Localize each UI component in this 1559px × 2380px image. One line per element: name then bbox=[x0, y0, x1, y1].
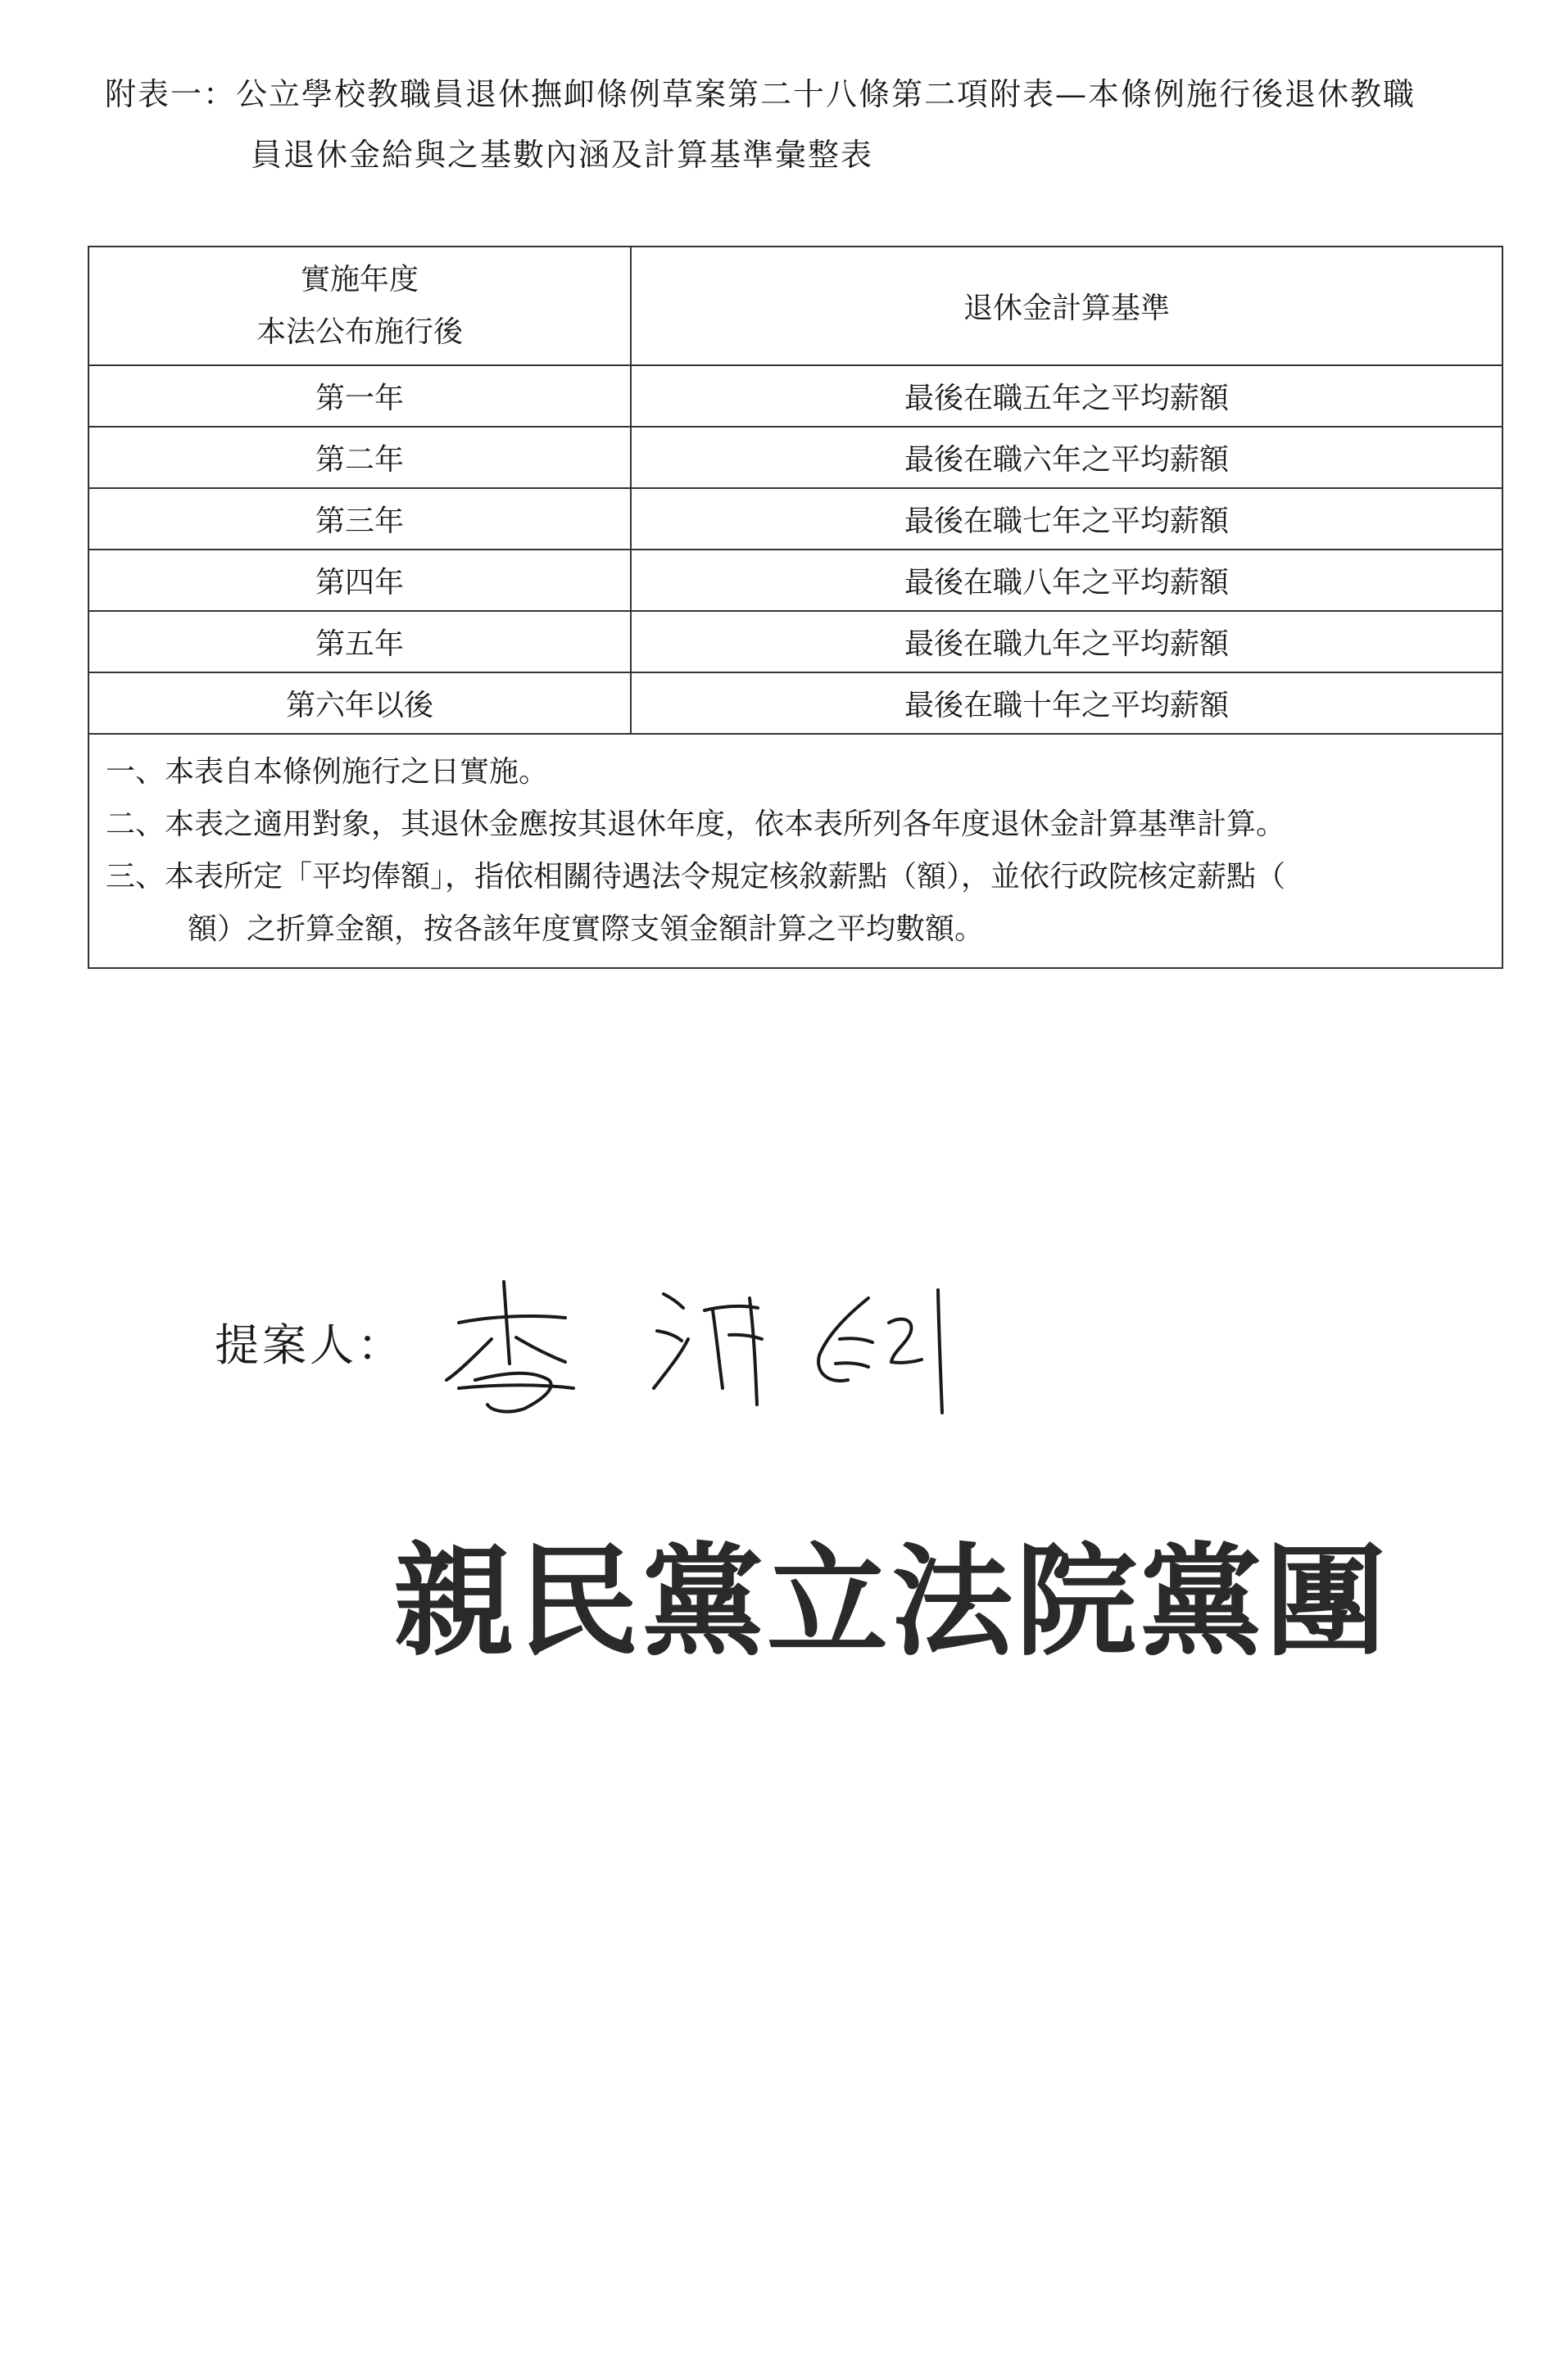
row-basis: 最後在職五年之平均薪額 bbox=[631, 365, 1502, 427]
row-year: 第四年 bbox=[88, 550, 631, 611]
header-col1-line2: 本法公布施行後 bbox=[256, 314, 463, 349]
header-calculation-basis: 退休金計算基準 bbox=[631, 247, 1502, 365]
retirement-basis-table bbox=[88, 246, 1503, 969]
table-row bbox=[88, 672, 1502, 734]
note-3: 三、本表所定「平均俸額」，指依相關待遇法令規定核敘薪點（額），並依行政院核定薪點（ bbox=[106, 860, 1286, 894]
row-basis: 最後在職十年之平均薪額 bbox=[631, 672, 1502, 734]
header-col1-line1: 實施年度 bbox=[300, 262, 419, 296]
title-line-1: 附表一：公立學校教職員退休撫卹條例草案第二十八條第二項附表—本條例施行後退休教職 bbox=[105, 76, 1416, 112]
title-line-2: 員退休金給與之基數內涵及計算基準彙整表 bbox=[251, 137, 874, 173]
party-caucus-stamp: 親民黨立法院黨團 bbox=[393, 1530, 1389, 1672]
table-notes bbox=[88, 734, 1502, 968]
row-year: 第三年 bbox=[88, 488, 631, 550]
row-basis: 最後在職六年之平均薪額 bbox=[631, 427, 1502, 488]
table-row bbox=[88, 611, 1502, 672]
table-header-row bbox=[88, 247, 1502, 365]
row-basis: 最後在職七年之平均薪額 bbox=[631, 488, 1502, 550]
row-year: 第五年 bbox=[88, 611, 631, 672]
table-notes-row bbox=[88, 734, 1502, 968]
table-row bbox=[88, 427, 1502, 488]
row-year: 第六年以後 bbox=[88, 672, 631, 734]
note-2: 二、本表之適用對象，其退休金應按其退休年度，依本表所列各年度退休金計算基準計算。 bbox=[106, 808, 1286, 841]
row-basis: 最後在職八年之平均薪額 bbox=[631, 550, 1502, 611]
row-year: 第一年 bbox=[88, 365, 631, 427]
document-title bbox=[105, 64, 1498, 185]
note-3-continued: 額）之折算金額，按各該年度實際支領金額計算之平均數額。 bbox=[188, 912, 985, 946]
row-basis: 最後在職九年之平均薪額 bbox=[631, 611, 1502, 672]
row-year: 第二年 bbox=[88, 427, 631, 488]
handwritten-signature bbox=[442, 1265, 967, 1421]
table-row bbox=[88, 488, 1502, 550]
table-row bbox=[88, 550, 1502, 611]
header-implementation-year bbox=[88, 247, 631, 365]
proposer-label: 提案人： bbox=[215, 1319, 405, 1371]
note-1: 一、本表自本條例施行之日實施。 bbox=[106, 755, 549, 789]
table-row bbox=[88, 365, 1502, 427]
